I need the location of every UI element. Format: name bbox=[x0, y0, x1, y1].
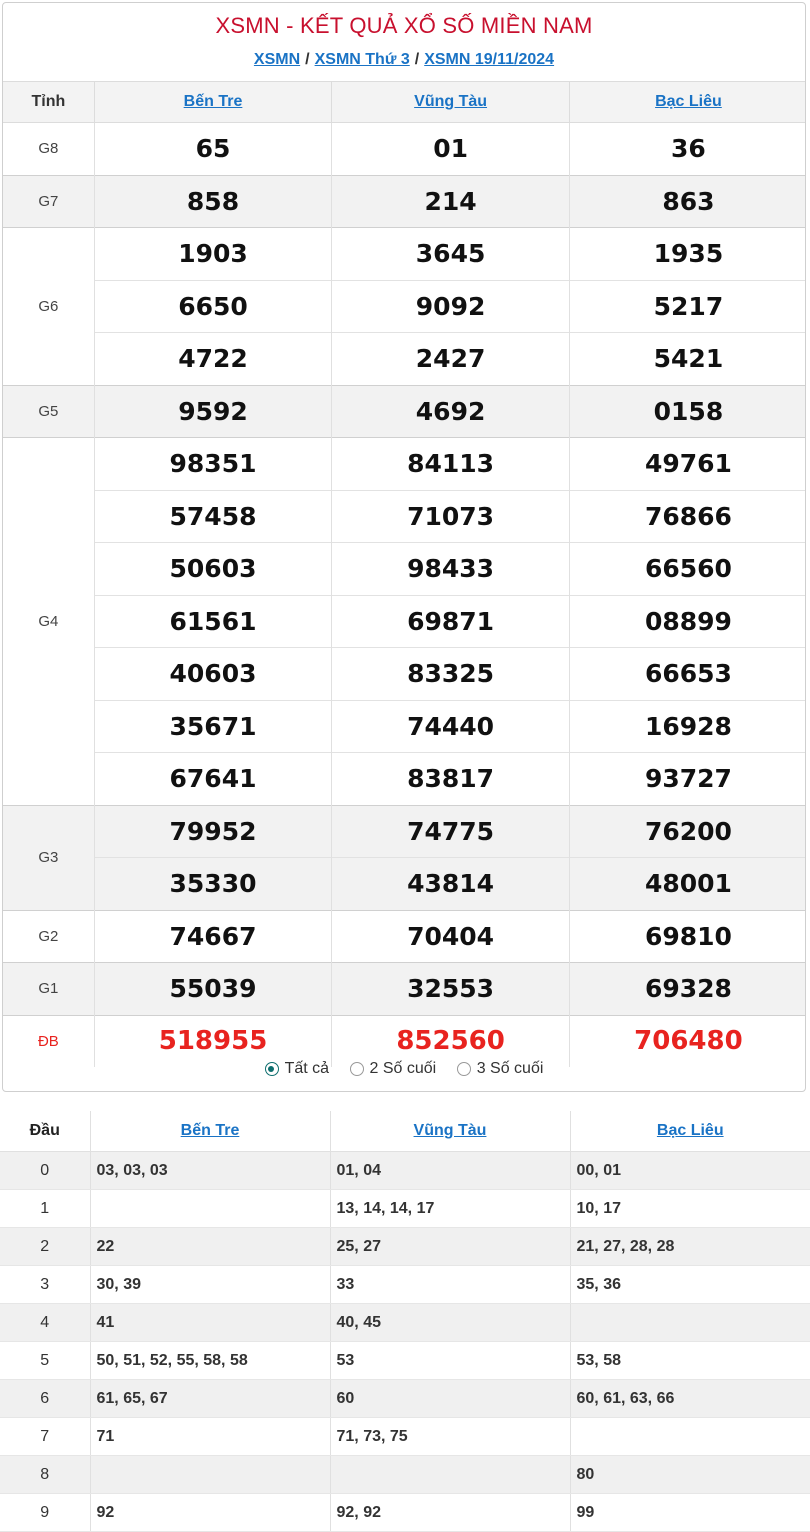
head-row bbox=[0, 1304, 810, 1342]
prize-number: 74667 bbox=[94, 910, 332, 963]
province-link-vung-tau[interactable]: Vũng Tàu bbox=[414, 93, 488, 110]
prize-number: 0158 bbox=[569, 385, 806, 438]
special-prize-number: 706480 bbox=[569, 1015, 806, 1067]
tail-values: 01, 04 bbox=[330, 1152, 570, 1190]
head-digit: 2 bbox=[0, 1228, 90, 1266]
prize-row bbox=[3, 438, 806, 491]
prize-number: 83817 bbox=[332, 753, 570, 806]
tail-values bbox=[90, 1456, 330, 1494]
prize-label: G7 bbox=[3, 175, 94, 228]
tail-values: 10, 17 bbox=[570, 1190, 810, 1228]
prize-number: 65 bbox=[94, 123, 332, 176]
head-digit: 1 bbox=[0, 1190, 90, 1228]
prize-number: 83325 bbox=[332, 648, 570, 701]
breadcrumb-link-xsmn[interactable]: XSMN bbox=[253, 51, 301, 68]
prize-row bbox=[3, 963, 806, 1016]
prize-number: 3645 bbox=[332, 228, 570, 281]
prize-row bbox=[3, 333, 806, 386]
tail-values: 60 bbox=[330, 1380, 570, 1418]
results-body bbox=[3, 123, 806, 1068]
province-link-bac-lieu[interactable]: Bạc Liêu bbox=[655, 93, 722, 110]
head-digit: 9 bbox=[0, 1494, 90, 1532]
prize-row bbox=[3, 910, 806, 963]
prize-row bbox=[3, 543, 806, 596]
breadcrumb-separator: / bbox=[414, 51, 420, 68]
tail-values: 71, 73, 75 bbox=[330, 1418, 570, 1456]
province-header-bac-lieu bbox=[569, 82, 806, 123]
head-digit: 0 bbox=[0, 1152, 90, 1190]
filter-option-all[interactable] bbox=[265, 1060, 329, 1078]
prize-number: 57458 bbox=[94, 490, 332, 543]
head-province-vung-tau bbox=[330, 1111, 570, 1152]
tail-values bbox=[90, 1190, 330, 1228]
prize-row bbox=[3, 123, 806, 176]
prize-row bbox=[3, 858, 806, 911]
tail-values: 92 bbox=[90, 1494, 330, 1532]
prize-number: 55039 bbox=[94, 963, 332, 1016]
breadcrumb-link-date[interactable]: XSMN 19/11/2024 bbox=[424, 51, 555, 68]
prize-number: 98351 bbox=[94, 438, 332, 491]
prize-number: 08899 bbox=[569, 595, 806, 648]
tail-values: 92, 92 bbox=[330, 1494, 570, 1532]
tail-values: 40, 45 bbox=[330, 1304, 570, 1342]
head-digit: 6 bbox=[0, 1380, 90, 1418]
special-prize-number: 518955 bbox=[94, 1015, 332, 1067]
prize-number: 1903 bbox=[94, 228, 332, 281]
page-title: XSMN - KẾT QUẢ XỔ SỐ MIỀN NAM bbox=[215, 13, 593, 38]
breadcrumb-separator: / bbox=[305, 51, 310, 68]
prize-row bbox=[3, 648, 806, 701]
prize-number: 5217 bbox=[569, 280, 806, 333]
head-digit-table bbox=[0, 1111, 810, 1532]
tail-values: 99 bbox=[570, 1494, 810, 1532]
prize-number: 863 bbox=[569, 175, 806, 228]
head-digit: 4 bbox=[0, 1304, 90, 1342]
head-digit: 3 bbox=[0, 1266, 90, 1304]
head-row bbox=[0, 1152, 810, 1190]
prize-row bbox=[3, 280, 806, 333]
province-header-ben-tre bbox=[94, 82, 332, 123]
head-row bbox=[0, 1456, 810, 1494]
prize-number: 35330 bbox=[94, 858, 332, 911]
prize-number: 50603 bbox=[94, 543, 332, 596]
head-digit-body bbox=[0, 1152, 810, 1532]
prize-number: 6650 bbox=[94, 280, 332, 333]
prize-row bbox=[3, 228, 806, 281]
tail-values: 33 bbox=[330, 1266, 570, 1304]
prize-label: G3 bbox=[3, 805, 94, 910]
tail-values bbox=[570, 1304, 810, 1342]
prize-number: 9092 bbox=[332, 280, 570, 333]
prize-row bbox=[3, 753, 806, 806]
head-digit: 7 bbox=[0, 1418, 90, 1456]
radio-selected-icon bbox=[265, 1062, 279, 1076]
tail-values: 61, 65, 67 bbox=[90, 1380, 330, 1418]
tail-values: 21, 27, 28, 28 bbox=[570, 1228, 810, 1266]
prize-number: 66560 bbox=[569, 543, 806, 596]
prize-number: 2427 bbox=[332, 333, 570, 386]
prize-row bbox=[3, 385, 806, 438]
tail-values: 25, 27 bbox=[330, 1228, 570, 1266]
prize-number: 1935 bbox=[569, 228, 806, 281]
tail-values: 00, 01 bbox=[570, 1152, 810, 1190]
prize-row bbox=[3, 700, 806, 753]
prize-row bbox=[3, 490, 806, 543]
head-header-row bbox=[0, 1111, 810, 1152]
prize-label: G6 bbox=[3, 228, 94, 386]
filter-option-label: 3 Số cuối bbox=[476, 1060, 544, 1077]
prize-number: 98433 bbox=[332, 543, 570, 596]
prize-number: 01 bbox=[332, 123, 570, 176]
prize-number: 67641 bbox=[94, 753, 332, 806]
breadcrumb-link-weekday[interactable]: XSMN Thứ 3 bbox=[314, 51, 410, 68]
prize-number: 76200 bbox=[569, 805, 806, 858]
digit-filter bbox=[3, 1060, 805, 1081]
prize-number: 69328 bbox=[569, 963, 806, 1016]
prize-number: 858 bbox=[94, 175, 332, 228]
prize-number: 9592 bbox=[94, 385, 332, 438]
results-card bbox=[2, 2, 806, 1092]
tail-values: 53, 58 bbox=[570, 1342, 810, 1380]
filter-option-label: 2 Số cuối bbox=[369, 1060, 437, 1077]
tail-values: 80 bbox=[570, 1456, 810, 1494]
prize-number: 69871 bbox=[332, 595, 570, 648]
prize-number: 76866 bbox=[569, 490, 806, 543]
prize-label: G2 bbox=[3, 910, 94, 963]
head-province-link-bac-lieu[interactable]: Bạc Liêu bbox=[656, 1122, 724, 1139]
tail-values: 03, 03, 03 bbox=[90, 1152, 330, 1190]
tail-values: 41 bbox=[90, 1304, 330, 1342]
special-prize-number: 852560 bbox=[332, 1015, 570, 1067]
prize-number: 4692 bbox=[332, 385, 570, 438]
prize-label: G4 bbox=[3, 438, 94, 806]
head-row bbox=[0, 1380, 810, 1418]
prize-number: 79952 bbox=[94, 805, 332, 858]
prize-number: 5421 bbox=[569, 333, 806, 386]
tail-values: 13, 14, 14, 17 bbox=[330, 1190, 570, 1228]
head-province-ben-tre bbox=[90, 1111, 330, 1152]
head-row bbox=[0, 1266, 810, 1304]
prize-number: 84113 bbox=[332, 438, 570, 491]
prize-number: 69810 bbox=[569, 910, 806, 963]
head-digit: 8 bbox=[0, 1456, 90, 1494]
head-row bbox=[0, 1190, 810, 1228]
radio-icon bbox=[350, 1062, 364, 1076]
head-label: Đầu bbox=[0, 1111, 90, 1152]
prize-number: 40603 bbox=[94, 648, 332, 701]
prize-label: G5 bbox=[3, 385, 94, 438]
prize-number: 74440 bbox=[332, 700, 570, 753]
results-table bbox=[3, 81, 806, 1067]
head-row bbox=[0, 1494, 810, 1532]
tail-values: 53 bbox=[330, 1342, 570, 1380]
head-row bbox=[0, 1342, 810, 1380]
prize-number: 36 bbox=[569, 123, 806, 176]
tail-values: 71 bbox=[90, 1418, 330, 1456]
filter-option-label: Tất cả bbox=[284, 1060, 330, 1077]
tail-values bbox=[330, 1456, 570, 1494]
prize-label: ĐB bbox=[3, 1015, 94, 1067]
prize-number: 48001 bbox=[569, 858, 806, 911]
tail-values: 22 bbox=[90, 1228, 330, 1266]
filter-option-last-3[interactable] bbox=[457, 1060, 544, 1078]
prize-row bbox=[3, 175, 806, 228]
prize-number: 93727 bbox=[569, 753, 806, 806]
tail-values: 35, 36 bbox=[570, 1266, 810, 1304]
prize-number: 71073 bbox=[332, 490, 570, 543]
prize-number: 214 bbox=[332, 175, 570, 228]
tail-values: 60, 61, 63, 66 bbox=[570, 1380, 810, 1418]
results-header-row bbox=[3, 82, 806, 123]
prize-row bbox=[3, 595, 806, 648]
prize-row bbox=[3, 805, 806, 858]
prize-number: 35671 bbox=[94, 700, 332, 753]
prize-number: 49761 bbox=[569, 438, 806, 491]
prize-number: 61561 bbox=[94, 595, 332, 648]
prize-number: 70404 bbox=[332, 910, 570, 963]
province-label: Tỉnh bbox=[3, 82, 94, 123]
prize-number: 43814 bbox=[332, 858, 570, 911]
prize-number: 32553 bbox=[332, 963, 570, 1016]
province-header-vung-tau bbox=[332, 82, 570, 123]
head-row bbox=[0, 1418, 810, 1456]
tail-values bbox=[570, 1418, 810, 1456]
radio-icon bbox=[457, 1062, 471, 1076]
prize-label: G8 bbox=[3, 123, 94, 176]
head-digit: 5 bbox=[0, 1342, 90, 1380]
prize-number: 74775 bbox=[332, 805, 570, 858]
tail-values: 50, 51, 52, 55, 58, 58 bbox=[90, 1342, 330, 1380]
filter-option-last-2[interactable] bbox=[350, 1060, 437, 1078]
prize-label: G1 bbox=[3, 963, 94, 1016]
head-province-bac-lieu bbox=[570, 1111, 810, 1152]
head-province-link-ben-tre[interactable]: Bến Tre bbox=[180, 1122, 240, 1139]
head-row bbox=[0, 1228, 810, 1266]
prize-number: 16928 bbox=[569, 700, 806, 753]
breadcrumb bbox=[3, 51, 805, 69]
prize-number: 66653 bbox=[569, 648, 806, 701]
head-province-link-vung-tau[interactable]: Vũng Tàu bbox=[413, 1122, 487, 1139]
province-link-ben-tre[interactable]: Bến Tre bbox=[183, 93, 243, 110]
tail-values: 30, 39 bbox=[90, 1266, 330, 1304]
prize-number: 4722 bbox=[94, 333, 332, 386]
